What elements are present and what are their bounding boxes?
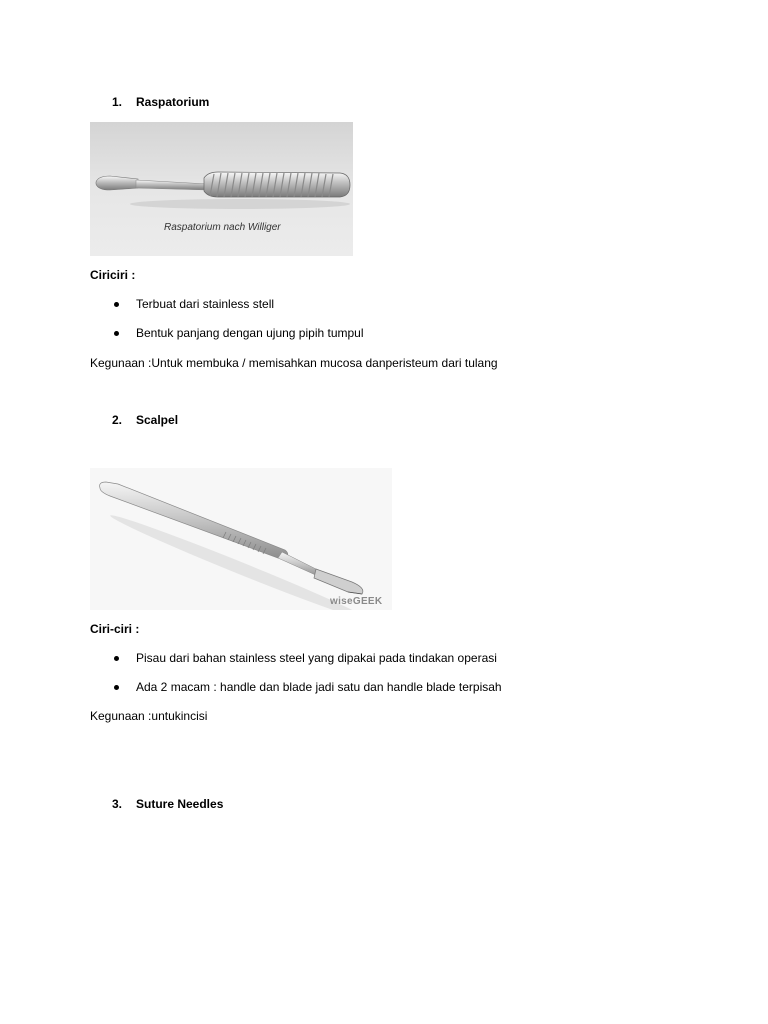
section-2-number: 2. [112, 413, 123, 427]
raspatorium-image [90, 122, 353, 256]
scalpel-image [90, 468, 392, 610]
bullet-icon [114, 331, 119, 336]
section-1-usage: Kegunaan :Untuk membuka / memisahkan mucosa danperisteum dari tulang [90, 356, 498, 370]
section-1-title: Raspatorium [136, 95, 210, 109]
section-3-number: 3. [112, 797, 123, 811]
section-1-feature-1: Terbuat dari stainless stell [136, 297, 275, 311]
section-2-usage: Kegunaan :untukincisi [90, 709, 208, 723]
raspatorium-image-caption: Raspatorium nach Williger [164, 222, 281, 233]
section-1-feature-2: Bentuk panjang dengan ujung pipih tumpul [136, 326, 364, 340]
bullet-icon [114, 656, 119, 661]
wisegeek-watermark: wiseGEEK [330, 596, 383, 607]
bullet-icon [114, 302, 119, 307]
section-1-number: 1. [112, 95, 123, 109]
bullet-icon [114, 685, 119, 690]
section-2-feature-1: Pisau dari bahan stainless steel yang dipakai pada tindakan operasi [136, 651, 497, 665]
section-2-feature-2: Ada 2 macam : handle dan blade jadi satu dan handle blade terpisah [136, 680, 502, 694]
section-2-title: Scalpel [136, 413, 179, 427]
section-2-features-label: Ciri-ciri : [90, 622, 140, 636]
section-1-features-label: Ciriciri : [90, 268, 136, 282]
section-3-title: Suture Needles [136, 797, 224, 811]
